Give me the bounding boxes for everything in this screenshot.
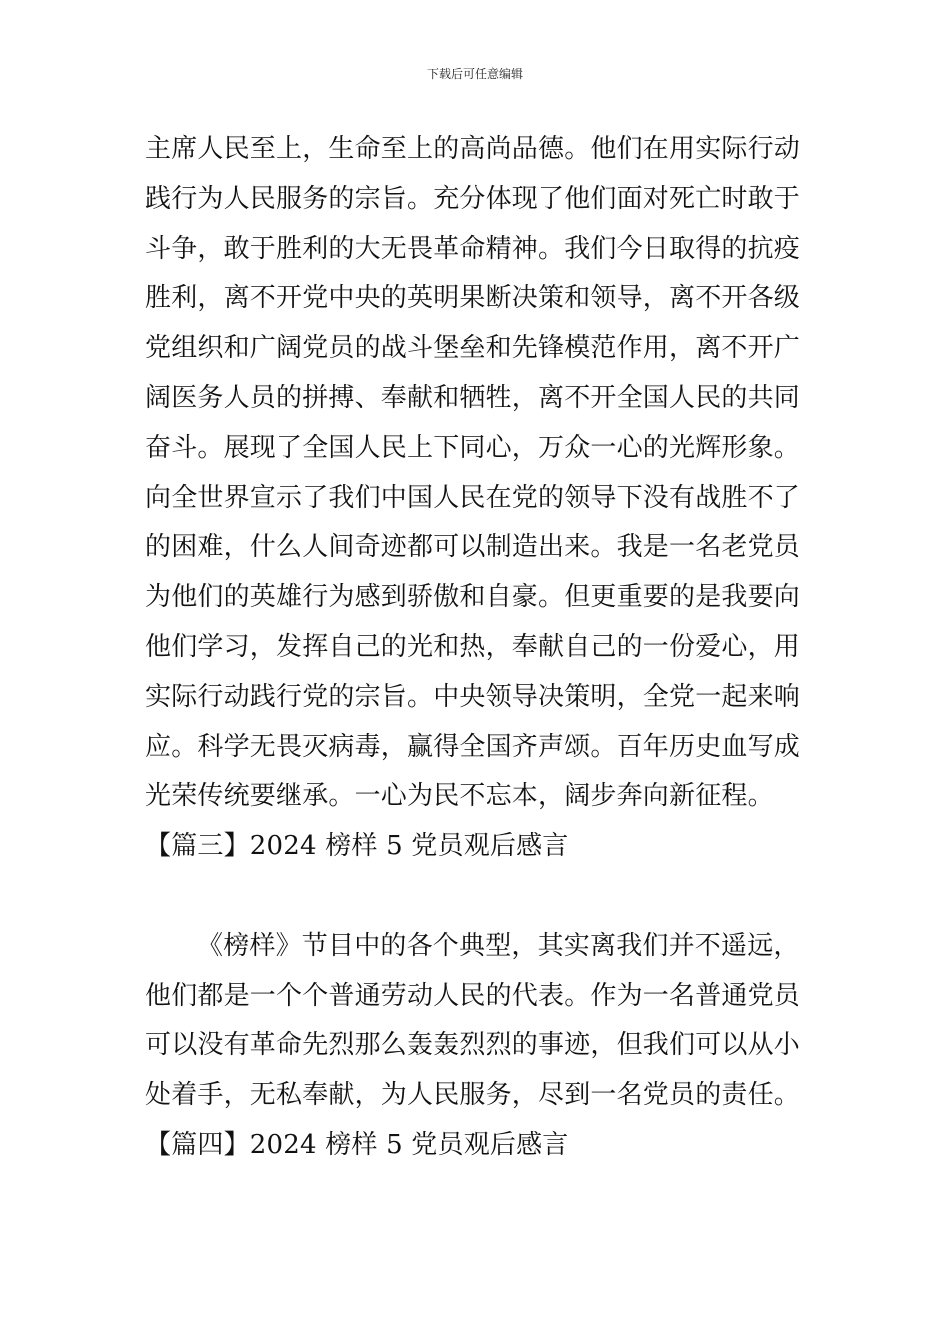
section-heading-3: 【篇三】2024 榜样 5 党员观后感言 xyxy=(145,831,569,862)
paragraph-line: 阔医务人员的拼搏、奉献和牺牲，离不开全国人民的共同 xyxy=(145,382,801,413)
paragraph-line: 胜利，离不开党中央的英明果断决策和领导，离不开各级 xyxy=(145,283,801,314)
paragraph-line: 为他们的英雄行为感到骄傲和自豪。但更重要的是我要向 xyxy=(145,582,801,613)
paragraph-line: 斗争，敢于胜利的大无畏革命精神。我们今日取得的抗疫 xyxy=(145,233,801,264)
paragraph-line: 处着手，无私奉献，为人民服务，尽到一名党员的责任。 xyxy=(145,1080,801,1111)
paragraph-line: 主席人民至上，生命至上的高尚品德。他们在用实际行动 xyxy=(145,134,801,164)
paragraph-line: 的困难，什么人间奇迹都可以制造出来。我是一名老党员 xyxy=(145,532,801,563)
paragraph-line: 奋斗。展现了全国人民上下同心，万众一心的光辉形象。 xyxy=(145,432,801,463)
paragraph-line: 党组织和广阔党员的战斗堡垒和先锋模范作用，离不开广 xyxy=(145,333,801,364)
paragraph-line: 《榜样》节目中的各个典型，其实离我们并不遥远， xyxy=(197,930,800,961)
section-heading-4: 【篇四】2024 榜样 5 党员观后感言 xyxy=(145,1129,569,1160)
paragraph-line: 向全世界宣示了我们中国人民在党的领导下没有战胜不了 xyxy=(145,482,801,513)
paragraph-line: 实际行动践行党的宗旨。中央领导决策明，全党一起来响 xyxy=(145,681,801,712)
paragraph-line: 他们学习，发挥自己的光和热，奉献自己的一份爱心，用 xyxy=(145,631,801,662)
paragraph-line: 他们都是一个个普通劳动人民的代表。作为一名普通党员 xyxy=(145,980,801,1011)
paragraph-line: 应。科学无畏灭病毒，赢得全国齐声颂。百年历史血写成 xyxy=(145,731,801,762)
document-body xyxy=(145,125,807,1171)
paragraph-line: 践行为人民服务的宗旨。充分体现了他们面对死亡时敢于 xyxy=(145,183,801,214)
page-header: 下载后可任意编辑 xyxy=(426,67,523,81)
paragraph-line: 可以没有革命先烈那么轰轰烈烈的事迹，但我们可以从小 xyxy=(145,1030,801,1061)
blank-line xyxy=(145,872,807,922)
paragraph-line: 光荣传统要继承。一心为民不忘本，阔步奔向新征程。 xyxy=(145,781,774,812)
